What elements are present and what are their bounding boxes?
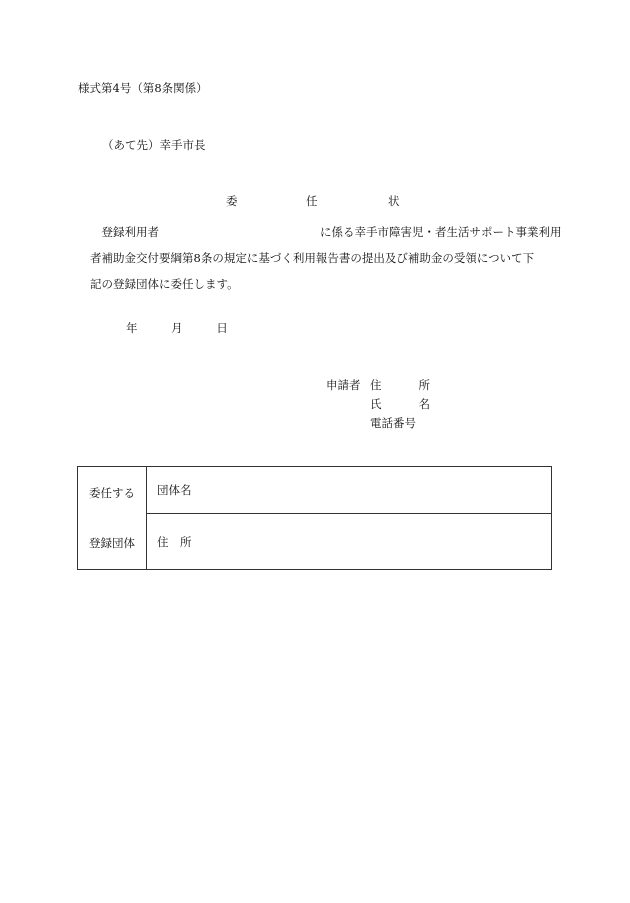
table-header-bottom: 登録団体 — [89, 536, 135, 550]
delegate-organization-table — [77, 466, 552, 570]
applicant-block — [326, 376, 430, 433]
table-header-top: 委任する — [89, 486, 135, 500]
group-address-label: 住 所 — [157, 534, 192, 549]
applicant-phone-label: 電話番号 — [370, 416, 416, 430]
body-line-3: 記の登録団体に委任します。 — [90, 277, 239, 291]
date-month: 月 — [171, 321, 183, 335]
title-char-1: 委 — [226, 194, 238, 208]
form-number: 様式第4号（第8条関係） — [78, 81, 208, 95]
group-name-label: 団体名 — [157, 483, 192, 497]
group-address-field[interactable] — [147, 514, 552, 570]
group-name-field[interactable] — [147, 467, 552, 514]
body-paragraph — [90, 219, 560, 297]
date-year: 年 — [126, 321, 138, 335]
date-day: 日 — [216, 321, 228, 335]
applicant-name-label: 氏 名 — [370, 397, 430, 411]
date-line — [126, 320, 258, 336]
table-header-cell — [78, 467, 147, 570]
applicant-label: 申請者 — [326, 378, 361, 392]
title-char-3: 状 — [388, 194, 400, 208]
addressee: （あて先）幸手市長 — [102, 138, 206, 152]
body-line-2: 者補助金交付要綱第8条の規定に基づく利用報告書の提出及び補助金の受領について下 — [90, 251, 535, 265]
body-line-1: 登録利用者 に係る幸手市障害児・者生活サポート事業利用 — [90, 225, 562, 239]
applicant-address-label: 住 所 — [370, 378, 430, 392]
title-char-2: 任 — [306, 194, 318, 208]
